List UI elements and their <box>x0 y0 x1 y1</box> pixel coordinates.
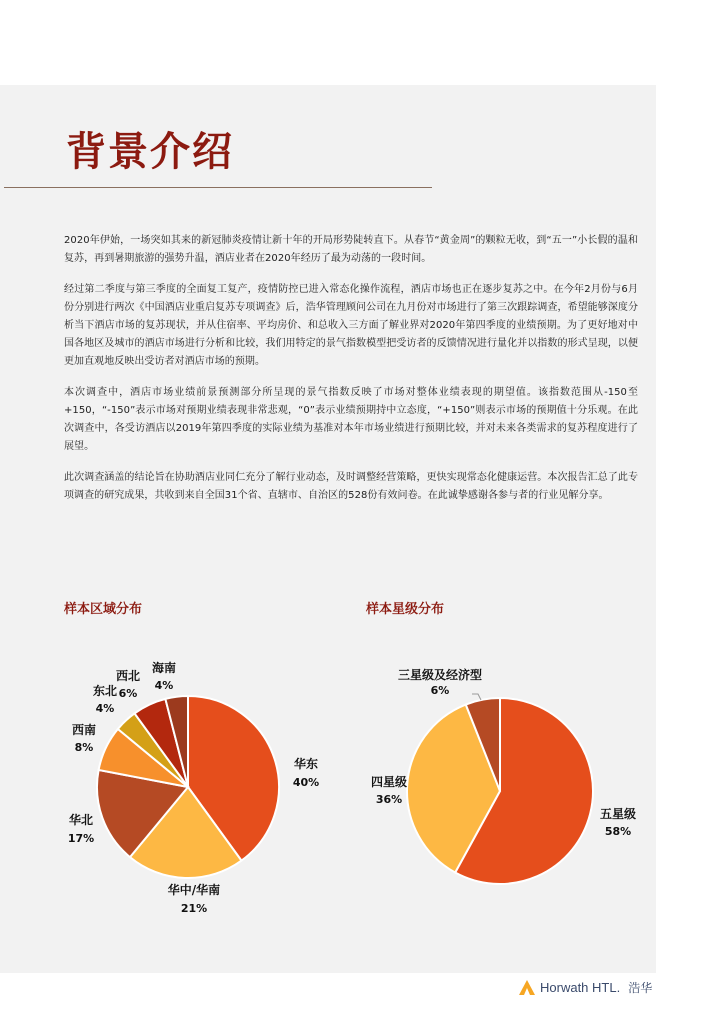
label-value: 36% <box>375 793 403 806</box>
label-category: 四星级 <box>370 775 408 789</box>
star-pie <box>407 698 593 884</box>
label-value: 17% <box>67 832 95 845</box>
paragraph-3: 本次调查中，酒店市场业绩前景预测部分所呈现的景气指数反映了市场对整体业绩表现的期望值。该指数范围从-150至+150，“-150”表示市场对预期业绩表现非常悲观，“0”表示业绩预期持中立态度，“+150”则表示市场的预期值十分乐观。在此次调查中，各受访酒店以2019年第四季度的实际业绩为基准对本年市场业绩进行预期比较，并对未来各类需求的复苏程度进行了展望。 <box>64 387 638 452</box>
label-category: 华东 <box>293 757 319 771</box>
star-label-four <box>371 774 407 806</box>
label-category: 西南 <box>71 723 97 737</box>
label-category: 西北 <box>115 669 141 683</box>
label-value: 8% <box>74 741 94 754</box>
paragraph-2: 经过第二季度与第三季度的全面复工复产，疫情防控已进入常态化操作流程，酒店市场也正在逐步复苏之中。在今年2月份与6月份分别进行两次《中国酒店业重启复苏专项调查》后，浩华管理顾问公司在九月份对市场进行了第三次跟踪调查，希望能够深度分析当下酒店市场的复苏现状，并从住宿率、平均房价、和总收入三方面了解业界对2020年第四季度的业绩预期。为了更好地对中国各地区及城市的酒店市场进行分析和比较，我们用特定的景气指数模型把受访者的反馈情况进行量化并以指数的形式呈现，以便更加直观地反映出受访者对酒店市场的预期。 <box>64 284 638 367</box>
region-label-northwest <box>116 668 140 700</box>
label-category: 五星级 <box>599 807 637 821</box>
label-value: 6% <box>430 684 450 697</box>
page-title: 背景介绍 <box>66 129 234 175</box>
label-value: 4% <box>95 702 115 715</box>
region-label-southwest <box>72 722 96 754</box>
label-category: 华北 <box>68 813 94 827</box>
logo-cn: 浩华 <box>628 980 653 995</box>
region-label-hainan <box>152 660 176 692</box>
logo-text: Horwath HTL. <box>540 979 621 995</box>
label-value: 6% <box>118 687 138 700</box>
horwath-logo <box>518 976 652 998</box>
label-category: 东北 <box>92 684 118 698</box>
label-value: 40% <box>292 776 320 789</box>
region-label-northeast <box>93 683 117 715</box>
region-label-central-south <box>168 882 220 915</box>
paragraph-4: 此次调查涵盖的结论旨在协助酒店业同仁充分了解行业动态，及时调整经营策略，更快实现常态化健康运营。本次报告汇总了此专项调查的研究成果，共收到来自全国31个省、直辖市、自治区的528份有效问卷。在此诚挚感谢各参与者的行业见解分享。 <box>64 472 638 501</box>
star-chart-title: 样本星级分布 <box>366 602 445 617</box>
label-value: 21% <box>180 902 208 915</box>
leader-line <box>472 694 481 700</box>
logo-mark-icon <box>518 978 536 996</box>
label-value: 58% <box>604 825 632 838</box>
label-category: 海南 <box>151 661 177 675</box>
label-category: 华中/华南 <box>167 883 221 897</box>
region-pie <box>97 696 279 878</box>
label-value: 4% <box>154 679 174 692</box>
paragraph-1: 2020年伊始，一场突如其来的新冠肺炎疫情让新十年的开局形势陡转直下。从春节“黄金周”的颗粒无收，到“五一”小长假的温和复苏，再到暑期旅游的强势升温，酒店业者在2020年经历了最为动荡的一段时间。 <box>64 235 638 264</box>
region-label-north <box>68 812 94 845</box>
star-label-three <box>398 667 482 700</box>
region-chart-title: 样本区域分布 <box>64 602 143 617</box>
region-label-east <box>293 756 319 789</box>
star-label-five <box>600 806 636 838</box>
label-category: 三星级及经济型 <box>397 668 483 682</box>
